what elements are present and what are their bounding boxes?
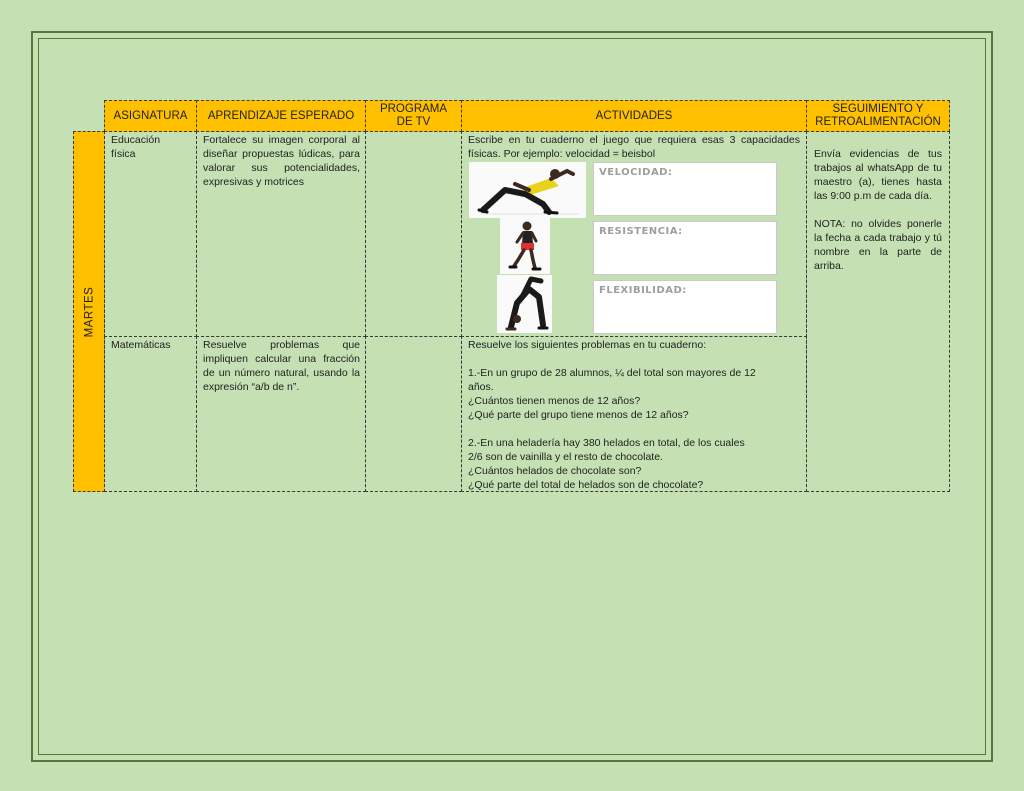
- row2-actividades-line-8: 2/6 son de vainilla y el resto de chocolate.: [468, 451, 663, 463]
- header-programa-label: PROGRAMA DE TV: [379, 103, 448, 128]
- header-seguimiento: [806, 100, 950, 132]
- flexibilidad-photo: [497, 275, 552, 333]
- seguimiento-cell: [806, 131, 950, 492]
- seguimiento-paragraph-2: NOTA: no olvides ponerle la fecha a cada trabajo y tú nombre en la parte de arriba.: [814, 218, 942, 272]
- flexibilidad-box: [593, 280, 777, 334]
- row2-actividades-line-3: años.: [468, 381, 494, 393]
- seguimiento-gap: [814, 203, 942, 217]
- row2-asignatura-line1: Matemáticas: [111, 339, 171, 351]
- row2-actividades-line-2: 1.-En un grupo de 28 alumnos, ¼ del total son mayores de 12: [468, 367, 756, 379]
- row1-actividades: [461, 131, 807, 337]
- row2-actividades-line-1: [468, 352, 800, 366]
- header-seguimiento-label: SEGUIMIENTO Y RETROALIMENTACIÓN: [815, 103, 941, 128]
- row1-asignatura-line2: física: [111, 148, 136, 160]
- row2-actividades-line-6: [468, 422, 800, 436]
- velocidad-label: VELOCIDAD:: [599, 167, 673, 178]
- row2-actividades-line-9: ¿Cuántos helados de chocolate son?: [468, 465, 642, 477]
- row2-actividades-line-10: ¿Qué parte del total de helados son de chocolate?: [468, 479, 704, 491]
- row1-asignatura-line1: Educación: [111, 134, 161, 146]
- flexibilidad-label: FLEXIBILIDAD:: [599, 285, 687, 296]
- velocidad-box: [593, 162, 777, 216]
- resistencia-label: RESISTENCIA:: [599, 226, 683, 237]
- header-actividades: [461, 100, 807, 132]
- day-cell: [73, 131, 105, 492]
- row2-actividades-line-7: 2.-En una heladería hay 380 helados en total, de los cuales: [468, 437, 745, 449]
- seguimiento-paragraph-1: Envía evidencias de tus trabajos al whatsApp de tu maestro (a), tienes hasta las 9:00 p.m de cada día.: [814, 148, 942, 202]
- row1-programa: [365, 131, 462, 337]
- row2-aprendizaje: [196, 336, 366, 492]
- resistencia-box: [593, 221, 777, 275]
- row2-actividades: [461, 336, 807, 492]
- row1-asignatura: [104, 131, 197, 337]
- header-programa: [365, 100, 462, 132]
- resistencia-photo: [500, 218, 550, 274]
- row1-aprendizaje: [196, 131, 366, 337]
- header-actividades-label: ACTIVIDADES: [595, 109, 673, 122]
- row1-aprendizaje-text: Fortalece su imagen corporal al diseñar propuestas lúdicas, para valorar sus potencialidades, expresivas y motrices: [203, 134, 360, 188]
- row2-actividades-line-5: ¿Qué parte del grupo tiene menos de 12 años?: [468, 409, 689, 421]
- row2-actividades-line-0: Resuelve los siguientes problemas en tu cuaderno:: [468, 339, 707, 351]
- row1-actividades-intro-text: Escribe en tu cuaderno el juego que requiera esas 3 capacidades físicas. Por ejemplo: velocidad = beisbol: [468, 134, 800, 160]
- day-label: MARTES: [83, 286, 95, 337]
- row2-asignatura: [104, 336, 197, 492]
- velocidad-photo: [469, 162, 586, 218]
- header-asignatura-label: ASIGNATURA: [113, 109, 188, 122]
- header-aprendizaje: [196, 100, 366, 132]
- row2-actividades-line-4: ¿Cuántos tienen menos de 12 años?: [468, 395, 641, 407]
- row2-aprendizaje-text: Resuelve problemas que impliquen calcular una fracción de un número natural, usando la expresión “a/b de n”.: [203, 339, 360, 393]
- header-asignatura: [104, 100, 197, 132]
- row1-actividades-intro: [462, 132, 806, 162]
- header-aprendizaje-label: APRENDIZAJE ESPERADO: [207, 109, 355, 122]
- row2-programa: [365, 336, 462, 492]
